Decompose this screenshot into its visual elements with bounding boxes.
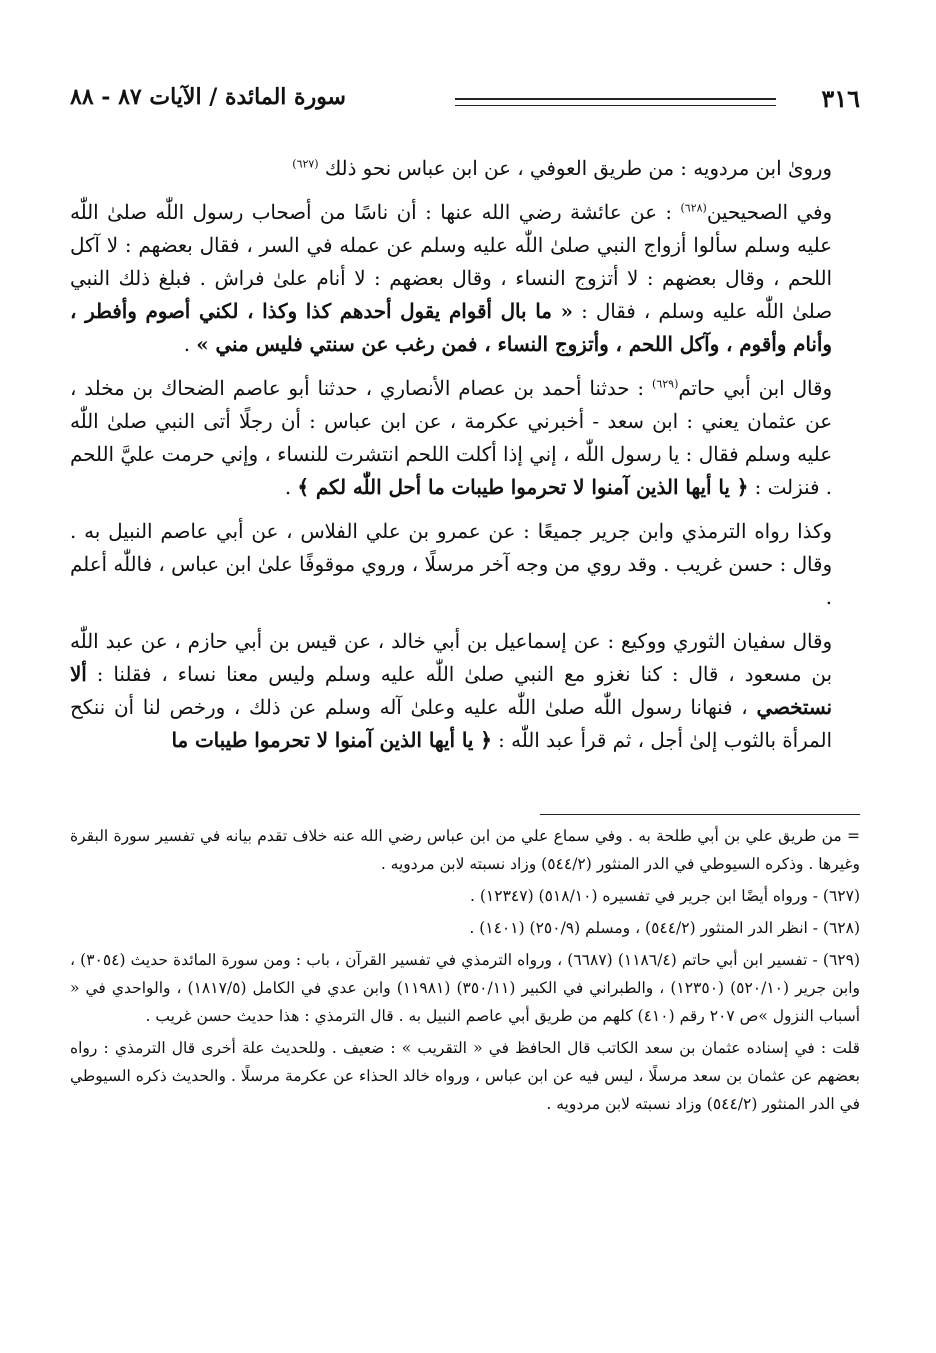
paragraph-5-mid: ، فنهانا رسول اللّٰه صلىٰ اللّٰه عليه وعلىٰ آله وسلم عن ذلك ، ورخص لنا أن ننكح المرأة بالثوب إلىٰ أجل ، ثم قرأ عبد اللّٰه : xyxy=(70,696,832,752)
reference-629: (٦٢٩) xyxy=(652,377,679,391)
paragraph-2-lead: وفي الصحيحين xyxy=(706,201,832,224)
paragraph-5-quote-1: ألا نستخصي xyxy=(70,662,832,719)
main-text xyxy=(70,152,860,768)
running-title: سورة المائدة / الآيات ٨٧ - ٨٨ xyxy=(70,84,346,110)
footnotes xyxy=(70,822,860,1122)
paragraph-5-text: وقال سفيان الثوري ووكيع : عن إسماعيل بن أبي خالد ، عن قيس بن أبي حازم ، عن عبد اللّٰه بن مسعود ، قال : كنا نغزو مع النبي صلىٰ اللّٰه عليه وسلم وليس معنا نساء ، فقلنا : xyxy=(70,630,832,686)
quran-verse-quote: ﴿ يا أيها الذين آمنوا لا تحرموا طيبات ما أحل اللّٰه لكم ﴾ xyxy=(297,475,749,499)
reference-627: (٦٢٧) xyxy=(292,157,319,171)
footnote-628: (٦٢٨) - انظر الدر المنثور (٥٤٤/٢) ، ومسلم (٢٥٠/٩) (١٤٠١) . xyxy=(469,919,860,937)
paragraph-5-verse: ﴿ يا أيها الذين آمنوا لا تحرموا طيبات ما xyxy=(171,728,492,752)
header-rule xyxy=(455,98,776,106)
paragraph-1 xyxy=(70,152,860,185)
footnote-629: (٦٢٩) - تفسير ابن أبي حاتم (١١٨٦/٤) (٦٦٨٧) ، ورواه الترمذي في تفسير القرآن ، باب : ومن سورة المائدة حديث (٣٠٥٤) ، وابن جرير (٥٢٠/١٠) (١٢٣٥٠) ، والطبراني في الكبير (٣٥٠/١١) (١١٩٨١) وابن عدي في الكامل (١٨١٧/٥) ، والواحدي في « أسباب النزول »ص ٢٠٧ رقم (٤١٠) كلهم من طريق أبي عاصم النبيل به . قال الترمذي : هذا حديث حسن غريب . xyxy=(70,951,861,1025)
footnote-separator xyxy=(540,814,860,815)
paragraph-3 xyxy=(70,372,860,504)
footnote-note: قلت : في إسناده عثمان بن سعد الكاتب قال الحافظ في « التقريب » : ضعيف . وللحديث علة أخرى قال الترمذي : رواه بعضهم عن عثمان بن سعد مرسلًا ، ليس فيه عن ابن عباس ، ورواه خالد الحذاء عن عكرمة مرسلًا . والحديث ذكره السيوطي في الدر المنثور (٥٤٤/٢) وزاد نسبته لابن مردويه . xyxy=(70,1039,860,1113)
reference-628: (٦٢٨) xyxy=(680,201,707,215)
paragraph-4-text: وكذا رواه الترمذي وابن جرير جميعًا : عن عمرو بن علي الفلاس ، عن أبي عاصم النبيل به . وقال : حسن غريب . وقد روي من وجه آخر مرسلًا ، وروي موقوفًا علىٰ ابن عباس ، فاللّٰه أعلم . xyxy=(70,520,832,609)
book-page xyxy=(70,78,860,1278)
footnote-continuation: = من طريق علي بن أبي طلحة به . وفي سماع علي من ابن عباس رضي الله عنه خلاف تقدم بيانه في تفسير سورة البقرة وغيرها . وذكره السيوطي في الدر المنثور (٥٤٤/٢) وزاد نسبته لابن مردويه . xyxy=(70,827,860,873)
paragraph-5 xyxy=(70,625,860,757)
page-header xyxy=(70,78,860,126)
paragraph-3-text: : حدثنا أحمد بن عصام الأنصاري ، حدثنا أبو عاصم الضحاك بن مخلد ، عن عثمان يعني : ابن سعد - أخبرني عكرمة ، عن ابن عباس : أن رجلًا أتى النبي صلىٰ اللّٰه عليه وسلم فقال : يا رسول اللّٰه ، إني إذا أكلت اللحم انتشرت للنساء ، وإني حرمت عليَّ اللحم . فنزلت : xyxy=(70,377,832,499)
paragraph-2-text: : عن عائشة رضي الله عنها : أن ناسًا من أصحاب رسول اللّٰه صلىٰ اللّٰه عليه وسلم سألوا أزواج النبي صلىٰ اللّٰه عليه وسلم عن عمله في السر ، فقال بعضهم : لا آكل اللحم ، وقال بعضهم : لا أتزوج النساء ، وقال بعضهم : لا أنام علىٰ فراش . فبلغ ذلك النبي صلىٰ اللّٰه عليه وسلم ، فقال : xyxy=(70,201,832,323)
paragraph-1-text: وروىٰ ابن مردويه : من طريق العوفي ، عن ابن عباس نحو ذلك xyxy=(324,157,832,180)
paragraph-2 xyxy=(70,196,860,361)
paragraph-3-end: . xyxy=(284,476,298,499)
page-number: ٣١٦ xyxy=(821,84,860,113)
hadith-quote: « ما بال أقوام يقول أحدهم كذا وكذا ، لكني أصوم وأفطر ، وأنام وأقوم ، وآكل اللحم ، وأتزوج النساء ، فمن رغب عن سنتي فليس مني » xyxy=(70,299,832,356)
paragraph-2-end: . xyxy=(183,333,197,356)
footnote-627: (٦٢٧) - ورواه أيضًا ابن جرير في تفسيره (٥١٨/١٠) (١٢٣٤٧) . xyxy=(470,887,860,905)
paragraph-4 xyxy=(70,515,860,614)
paragraph-3-lead: وقال ابن أبي حاتم xyxy=(678,377,832,400)
